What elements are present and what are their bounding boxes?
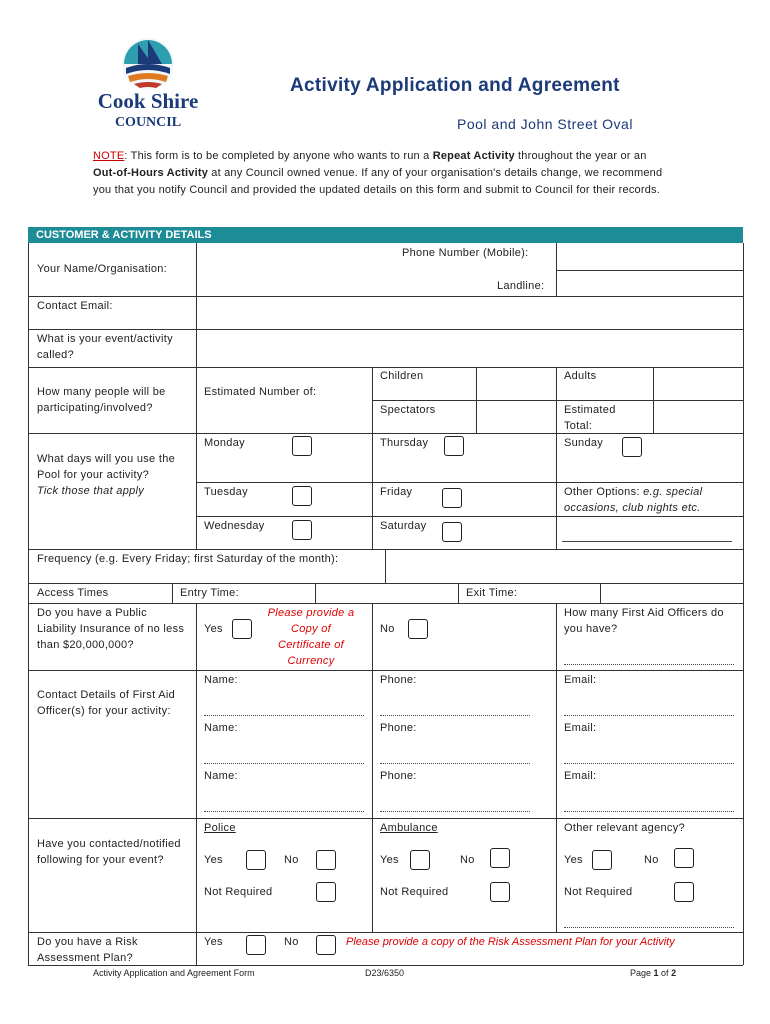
- ambulance-yes-checkbox[interactable]: [410, 850, 430, 870]
- risk-no-checkbox[interactable]: [316, 935, 336, 955]
- insurance-label: Do you have a Public Liability Insurance of no less than $20,000,000?: [37, 607, 185, 651]
- phone-mobile-input[interactable]: [557, 244, 742, 269]
- first-aid-name-2-field[interactable]: [204, 762, 364, 764]
- monday-label: Monday: [204, 437, 245, 449]
- event-label: What is your event/activity called?: [37, 333, 173, 361]
- logo-emblem-icon: [86, 30, 211, 135]
- people-label: How many people will be participating/involved?: [37, 386, 166, 414]
- first-aid-phone-1-label: Phone:: [380, 674, 417, 686]
- email-label: Contact Email:: [37, 300, 113, 312]
- first-aid-phone-3-label: Phone:: [380, 770, 417, 782]
- first-aid-name-2-label: Name:: [204, 722, 238, 734]
- first-aid-email-1-label: Email:: [564, 674, 597, 686]
- other-agency-yes-checkbox[interactable]: [592, 850, 612, 870]
- first-aid-email-1-field[interactable]: [564, 714, 734, 716]
- police-yes-checkbox[interactable]: [246, 850, 266, 870]
- police-no-checkbox[interactable]: [316, 850, 336, 870]
- thursday-label: Thursday: [380, 437, 429, 449]
- first-aid-phone-1-field[interactable]: [380, 714, 530, 716]
- svg-text:Cook Shire: Cook Shire: [97, 89, 199, 113]
- risk-yes-checkbox[interactable]: [246, 935, 266, 955]
- police-label: Police: [204, 822, 236, 834]
- first-aid-phone-2-label: Phone:: [380, 722, 417, 734]
- other-options-line[interactable]: [562, 541, 732, 542]
- saturday-label: Saturday: [380, 520, 427, 532]
- other-agency-field[interactable]: [564, 926, 734, 928]
- police-not-required-checkbox[interactable]: [316, 882, 336, 902]
- monday-checkbox[interactable]: [292, 436, 312, 456]
- page-title: Activity Application and Agreement: [290, 75, 620, 96]
- first-aid-name-1-field[interactable]: [204, 714, 364, 716]
- thursday-checkbox[interactable]: [444, 436, 464, 456]
- friday-label: Friday: [380, 486, 413, 498]
- risk-yes-label: Yes: [204, 936, 223, 948]
- other-agency-not-required-checkbox[interactable]: [674, 882, 694, 902]
- note-label: NOTE: [93, 150, 125, 162]
- first-aid-email-2-field[interactable]: [564, 762, 734, 764]
- first-aid-name-1-label: Name:: [204, 674, 238, 686]
- first-aid-contact-label: Contact Details of First Aid Officer(s) for your activity:: [37, 689, 176, 717]
- first-aid-email-3-label: Email:: [564, 770, 597, 782]
- landline-label: Landline:: [497, 280, 545, 292]
- other-options-label: Other Options: e.g. special occasions, club nights etc.: [564, 486, 703, 514]
- footer-page-number: Page 1 of 2: [630, 968, 677, 978]
- saturday-checkbox[interactable]: [442, 522, 462, 542]
- police-not-required-label: Not Required: [204, 886, 273, 898]
- first-aid-phone-3-field[interactable]: [380, 810, 530, 812]
- insurance-yes-label: Yes: [204, 623, 223, 635]
- ambulance-yes-label: Yes: [380, 854, 399, 866]
- landline-input[interactable]: [557, 271, 742, 295]
- estimated-number-label: Estimated Number of:: [204, 386, 317, 398]
- frequency-label: Frequency (e.g. Every Friday; first Saturday of the month):: [37, 553, 339, 565]
- days-hint: Tick those that apply: [37, 485, 145, 497]
- ambulance-no-label: No: [460, 854, 475, 866]
- email-input[interactable]: [197, 297, 742, 328]
- page-subtitle: Pool and John Street Oval: [457, 116, 633, 132]
- other-agency-no-label: No: [644, 854, 659, 866]
- adults-input[interactable]: [654, 368, 742, 399]
- certificate-note: Please provide a Copy of Certificate of Currency: [267, 607, 355, 667]
- first-aid-email-2-label: Email:: [564, 722, 597, 734]
- entry-time-input[interactable]: [316, 584, 457, 602]
- police-no-label: No: [284, 854, 299, 866]
- other-agency-yes-label: Yes: [564, 854, 583, 866]
- exit-time-input[interactable]: [601, 584, 742, 602]
- council-logo: [86, 30, 211, 135]
- wednesday-label: Wednesday: [204, 520, 265, 532]
- insurance-no-label: No: [380, 623, 395, 635]
- note-paragraph: NOTE: This form is to be completed by anyone who wants to run a Repeat Activity throughout the year or an Out-of-Hours Activity at any Council owned venue. If any of your organisation's details change, we recommend you that you notify Council and provided the updated details on this form and submit to Council for their records.: [93, 150, 663, 196]
- children-input[interactable]: [477, 368, 555, 399]
- name-label: Your Name/Organisation:: [37, 263, 168, 275]
- estimated-total-input[interactable]: [654, 401, 742, 432]
- insurance-yes-checkbox[interactable]: [232, 619, 252, 639]
- other-agency-not-required-label: Not Required: [564, 886, 633, 898]
- sunday-label: Sunday: [564, 437, 604, 449]
- days-label: What days will you use the Pool for your activity?: [37, 453, 176, 481]
- first-aid-name-3-label: Name:: [204, 770, 238, 782]
- ambulance-no-checkbox[interactable]: [490, 848, 510, 868]
- access-times-label: Access Times: [37, 587, 109, 599]
- sunday-checkbox[interactable]: [622, 437, 642, 457]
- first-aid-name-3-field[interactable]: [204, 810, 364, 812]
- insurance-no-checkbox[interactable]: [408, 619, 428, 639]
- footer-doc-ref: D23/6350: [365, 968, 405, 978]
- adults-label: Adults: [564, 370, 597, 382]
- spectators-label: Spectators: [380, 404, 436, 416]
- other-agency-no-checkbox[interactable]: [674, 848, 694, 868]
- ambulance-not-required-label: Not Required: [380, 886, 449, 898]
- exit-time-label: Exit Time:: [466, 587, 518, 599]
- contacted-label: Have you contacted/notified following for your event?: [37, 838, 181, 866]
- phone-mobile-label: Phone Number (Mobile):: [402, 247, 529, 259]
- first-aid-count-field[interactable]: [564, 663, 734, 665]
- tuesday-label: Tuesday: [204, 486, 248, 498]
- risk-no-label: No: [284, 936, 299, 948]
- first-aid-email-3-field[interactable]: [564, 810, 734, 812]
- children-label: Children: [380, 370, 424, 382]
- frequency-input[interactable]: [386, 550, 742, 582]
- risk-label: Do you have a Risk Assessment Plan?: [37, 936, 138, 964]
- first-aid-count-label: How many First Aid Officers do you have?: [564, 607, 724, 635]
- footer-form-name: Activity Application and Agreement Form: [93, 968, 255, 978]
- section-header: CUSTOMER & ACTIVITY DETAILS: [28, 227, 743, 243]
- svg-text:COUNCIL: COUNCIL: [114, 115, 182, 130]
- tuesday-checkbox[interactable]: [292, 486, 312, 506]
- spectators-input[interactable]: [477, 401, 555, 432]
- friday-checkbox[interactable]: [442, 488, 462, 508]
- ambulance-not-required-checkbox[interactable]: [490, 882, 510, 902]
- ambulance-label: Ambulance: [380, 822, 438, 834]
- first-aid-phone-2-field[interactable]: [380, 762, 530, 764]
- wednesday-checkbox[interactable]: [292, 520, 312, 540]
- police-yes-label: Yes: [204, 854, 223, 866]
- event-input[interactable]: [197, 330, 742, 366]
- other-agency-label: Other relevant agency?: [564, 822, 685, 834]
- entry-time-label: Entry Time:: [180, 587, 239, 599]
- estimated-total-label: Estimated Total:: [564, 404, 616, 432]
- risk-note: Please provide a copy of the Risk Assessment Plan for your Activity: [346, 936, 675, 948]
